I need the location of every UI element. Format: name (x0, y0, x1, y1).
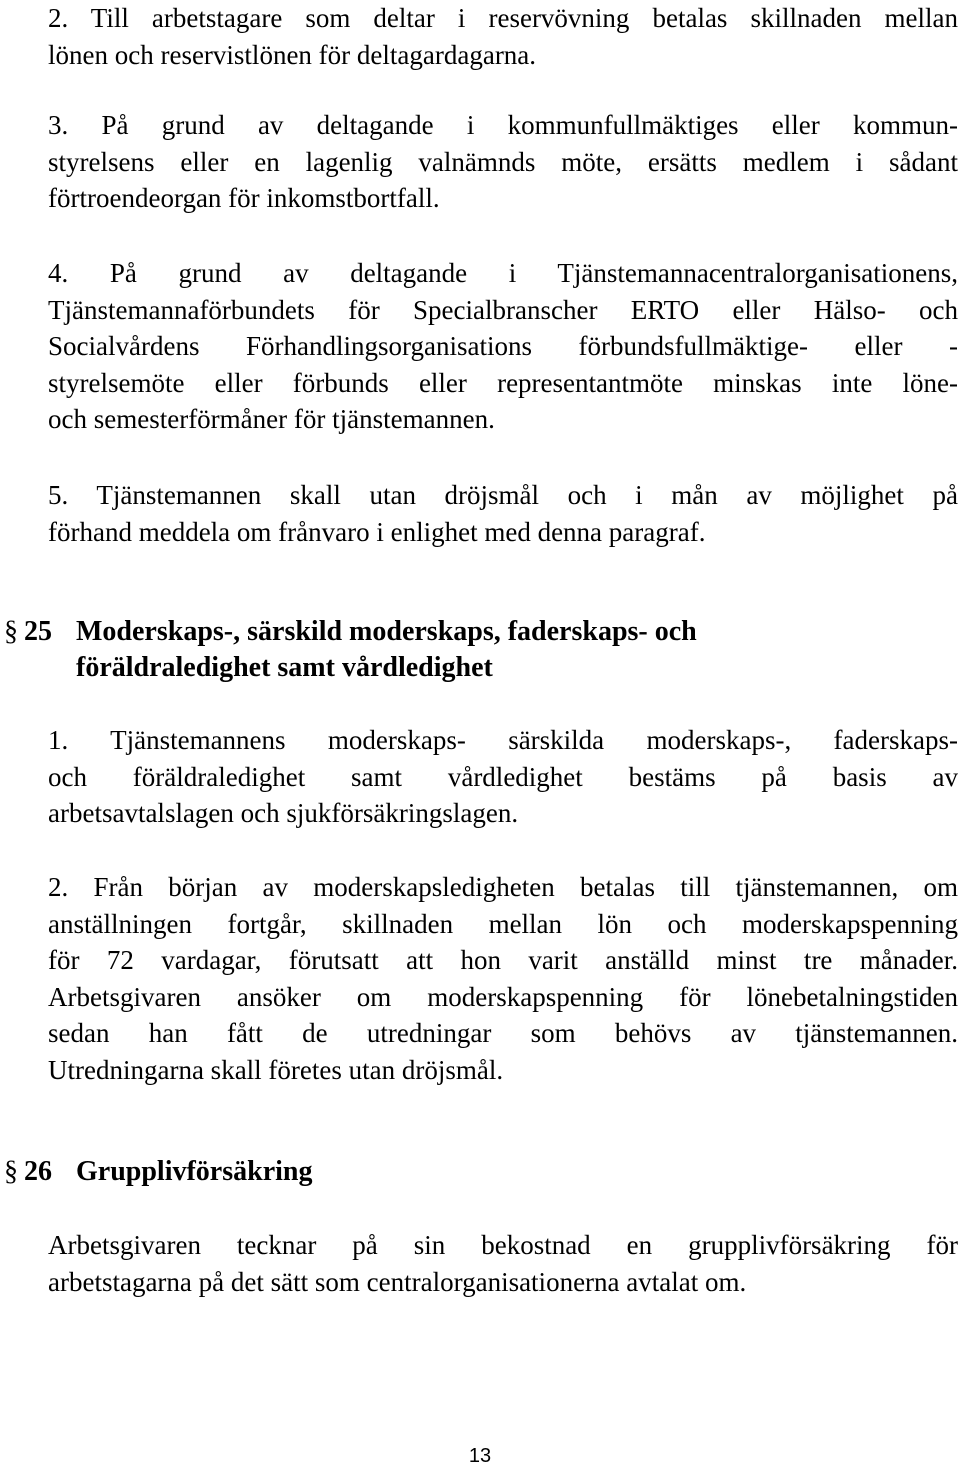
text-line: Tjänstemannaförbundets för Specialbranscher ERTO eller Hälso- och (48, 294, 958, 325)
paragraph-3 (48, 107, 958, 217)
section-25-paragraph-2 (48, 869, 958, 1088)
section-26-heading (4, 1154, 924, 1190)
paragraph-2 (48, 0, 958, 73)
section-title-line: Moderskaps-, särskild moderskaps, faderskaps- och (76, 616, 697, 647)
text-line: Arbetsgivaren ansöker om moderskapspenning för lönebetalningstiden (48, 981, 958, 1012)
text-line: Socialvårdens Förhandlingsorganisations förbundsfullmäktige- eller - (48, 331, 958, 361)
section-25-paragraph-1 (48, 722, 958, 832)
text-line: förtroendeorgan för inkomstbortfall. (48, 183, 440, 213)
text-line: 5. Tjänstemannen skall utan dröjsmål och i mån av möjlighet på (48, 480, 958, 510)
text-line: 1. Tjänstemannens moderskaps- särskilda moderskaps-, faderskaps- (48, 725, 958, 755)
text-line: Arbetsgivaren tecknar på sin bekostnad en grupplivförsäkring för (48, 1230, 958, 1260)
section-title (76, 614, 876, 686)
section-25-heading (4, 614, 924, 686)
paragraph-5 (48, 477, 958, 550)
text-line: arbetstagarna på det sätt som centralorganisationerna avtalat om. (48, 1266, 747, 1297)
text-line: och föräldraledighet samt vårdledighet bestäms på basis av (48, 761, 958, 792)
section-title: Grupplivförsäkring (76, 1156, 313, 1187)
text-line: för 72 vardagar, förutsatt att hon varit anställd minst tre månader. (48, 945, 958, 975)
text-line: Utredningarna skall företes utan dröjsmål. (48, 1054, 504, 1085)
text-line: 4. På grund av deltagande i Tjänstemannacentralorganisationens, (48, 258, 958, 288)
text-line: 2. Till arbetstagare som deltar i reservövning betalas skillnaden mellan (48, 3, 958, 33)
text-line: 2. Från början av moderskapsledigheten betalas till tjänstemannen, om (48, 872, 958, 902)
section-symbol: § (4, 1156, 18, 1187)
text-line: arbetsavtalslagen och sjukförsäkringslagen. (48, 798, 519, 828)
text-line: anställningen fortgår, skillnaden mellan lön och moderskapspenning (48, 908, 958, 939)
text-line: lönen och reservistlönen för deltagardagarna. (48, 39, 537, 70)
section-title-line: föräldraledighet samt vårdledighet (76, 652, 493, 683)
text-line: styrelsens eller en lagenlig valnämnds möte, ersätts medlem i sådant (48, 146, 958, 177)
section-symbol: § (4, 616, 18, 647)
text-line: förhand meddela om frånvaro i enlighet med denna paragraf. (48, 516, 706, 547)
section-number: 25 (24, 616, 52, 647)
section-number: 26 (24, 1156, 52, 1187)
page-number: 13 (468, 1445, 492, 1467)
text-line: och semesterförmåner för tjänstemannen. (48, 404, 495, 434)
paragraph-4 (48, 255, 958, 438)
text-line: 3. På grund av deltagande i kommunfullmäktiges eller kommun- (48, 110, 958, 140)
section-26-paragraph-1 (48, 1227, 958, 1300)
text-line: sedan han fått de utredningar som behövs av tjänstemannen. (48, 1018, 958, 1048)
text-line: styrelsemöte eller förbunds eller representantmöte minskas inte löne- (48, 367, 958, 398)
